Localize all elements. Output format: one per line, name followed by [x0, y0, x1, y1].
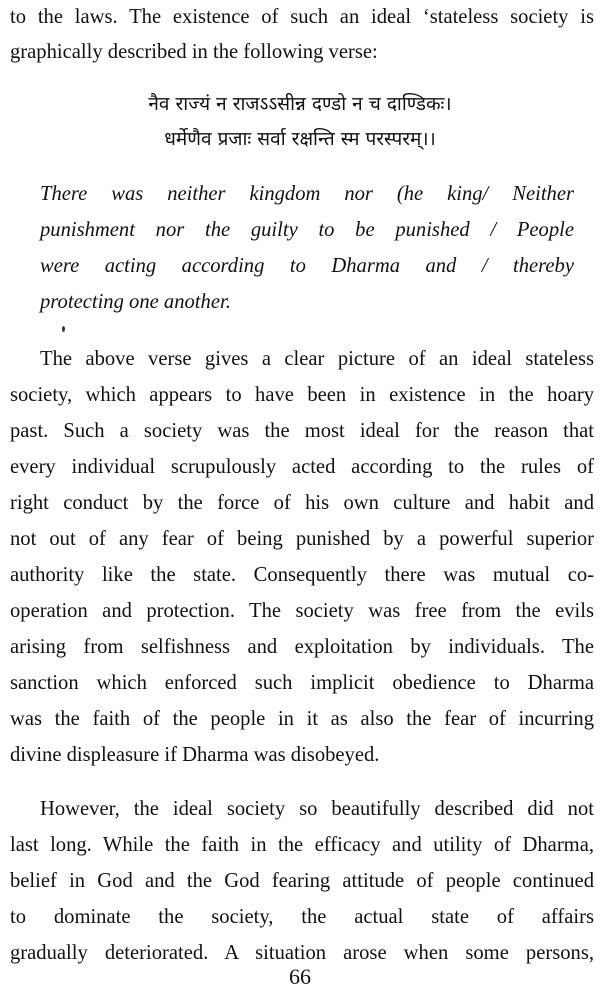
paragraph1-line-4: every individual scrupulously acted according to the rules of [10, 456, 594, 478]
paragraph1-line-2: society, which appears to have been in existence in the hoary [10, 384, 594, 406]
paragraph2-line-2: last long. While the faith in the efficacy and utility of Dharma, [10, 834, 594, 856]
paragraph1-line-1: The above verse gives a clear picture of an ideal stateless [40, 348, 594, 370]
paragraph2-line-1: However, the ideal society so beautifully described did not [40, 798, 594, 820]
paragraph1-line-11: was the faith of the people in it as also the fear of incurring [10, 708, 594, 730]
translation-line-3: were acting according to Dharma and / thereby [40, 255, 574, 277]
paragraph1-line-3: past. Such a society was the most ideal for the reason that [10, 420, 594, 442]
translation-line-2: punishment nor the guilty to be punished / People [40, 219, 574, 241]
paragraph2-line-4: to dominate the society, the actual state of affairs [10, 906, 594, 928]
paragraph1-line-6: not out of any fear of being punished by a powerful superior [10, 528, 594, 550]
intro-line-1: to the laws. The existence of such an ideal ‘stateless society is [10, 6, 594, 28]
print-speck [62, 326, 65, 332]
page-number: 66 [289, 964, 311, 989]
paragraph1-line-12: divine displeasure if Dharma was disobeyed. [10, 744, 380, 766]
paragraph2-line-5: gradually deteriorated. A situation arose when some persons, [10, 942, 594, 964]
verse-line-2: धर्मेणैव प्रजाः सर्वा रक्षन्ति स्म परस्परम्।। [164, 128, 436, 150]
intro-line-2: graphically described in the following verse: [10, 41, 378, 63]
paragraph1-line-5: right conduct by the force of his own culture and habit and [10, 492, 594, 514]
translation-line-1: There was neither kingdom nor (he king/ Neither [40, 183, 574, 205]
translation-line-4: protecting one another. [40, 291, 231, 313]
paragraph1-line-7: authority like the state. Consequently there was mutual co- [10, 564, 594, 586]
paragraph1-line-8: operation and protection. The society was free from the evils [10, 600, 594, 622]
paragraph2-line-3: belief in God and the God fearing attitude of people continued [10, 870, 594, 892]
paragraph1-line-10: sanction which enforced such implicit obedience to Dharma [10, 672, 594, 694]
verse-line-1: नैव राज्यं न राजऽऽसीन्न दण्डो न च दाण्डिकः। [148, 93, 452, 115]
paragraph1-line-9: arising from selfishness and exploitation by individuals. The [10, 636, 594, 658]
